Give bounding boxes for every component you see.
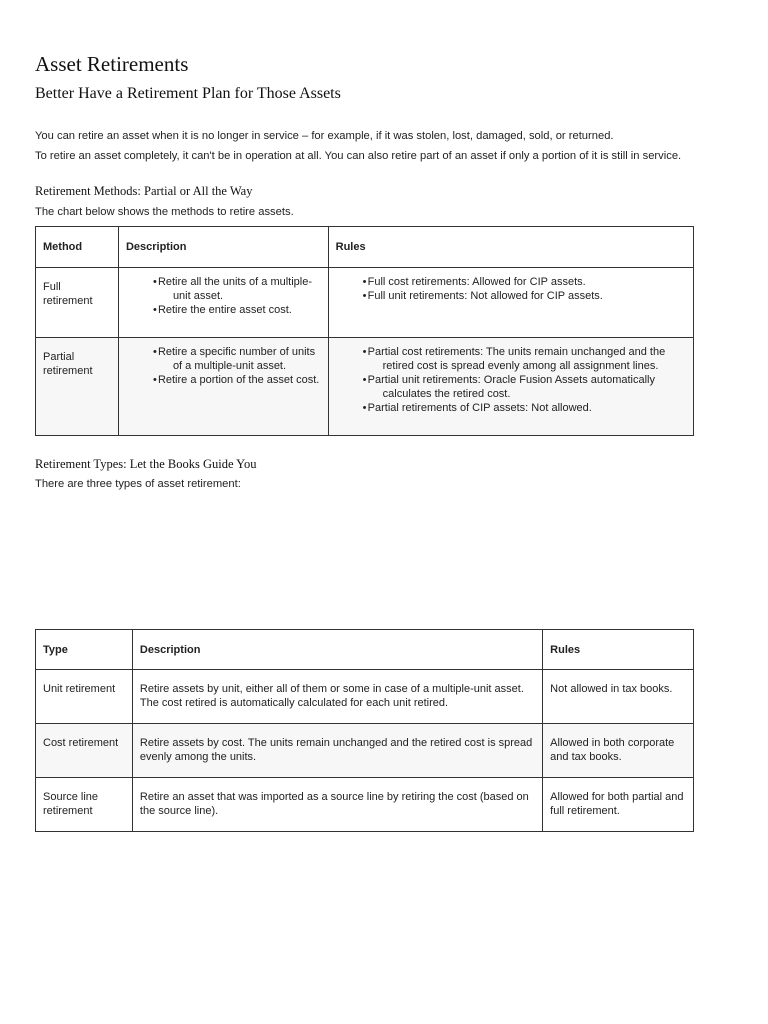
description-cell: Retire assets by cost. The units remain unchanged and the retired cost is spread evenly among the units. — [132, 724, 542, 778]
description-cell — [118, 338, 328, 436]
method-cell: Full retirement — [36, 268, 119, 338]
method-cell: Partial retirement — [36, 338, 119, 436]
methods-table — [35, 226, 694, 436]
rules-cell — [328, 268, 693, 338]
methods-heading: Retirement Methods: Partial or All the Way — [35, 184, 253, 198]
rules-cell: Not allowed in tax books. — [543, 670, 694, 724]
methods-lead: The chart below shows the methods to retire assets. — [35, 206, 294, 218]
list-item: • Partial unit retirements: Oracle Fusion Assets automatically calculates the retired cost. — [363, 373, 687, 401]
rules-cell: Allowed for both partial and full retirement. — [543, 778, 694, 832]
page-subtitle: Better Have a Retirement Plan for Those Assets — [35, 85, 341, 102]
types-table — [35, 629, 694, 832]
rules-cell — [328, 338, 693, 436]
list-item: • Full unit retirements: Not allowed for CIP assets. — [363, 289, 687, 303]
list-item: • Retire a specific number of units of a multiple-unit asset. — [153, 345, 322, 373]
table-row — [36, 778, 694, 832]
rules-cell: Allowed in both corporate and tax books. — [543, 724, 694, 778]
column-header-description: Description — [132, 630, 542, 670]
type-cell: Cost retirement — [36, 724, 133, 778]
column-header-method: Method — [36, 227, 119, 268]
table-row — [36, 268, 694, 338]
table-header-row — [36, 227, 694, 268]
description-cell: Retire assets by unit, either all of them or some in case of a multiple-unit asset. The cost retired is automatically calculated for each unit retired. — [132, 670, 542, 724]
list-item: • Partial cost retirements: The units remain unchanged and the retired cost is spread evenly among all assignment lines. — [363, 345, 687, 373]
description-cell: Retire an asset that was imported as a source line by retiring the cost (based on the source line). — [132, 778, 542, 832]
intro-paragraph-2: To retire an asset completely, it can't be in operation at all. You can also retire part of an asset if only a portion of it is still in service. — [35, 150, 682, 162]
intro-paragraph-1: You can retire an asset when it is no longer in service – for example, if it was stolen, lost, damaged, sold, or returned. — [35, 130, 614, 142]
column-header-rules: Rules — [328, 227, 693, 268]
page-title: Asset Retirements — [35, 52, 189, 76]
list-item: • Retire all the units of a multiple-unit asset. — [153, 275, 322, 303]
table-row — [36, 670, 694, 724]
table-row — [36, 724, 694, 778]
description-cell — [118, 268, 328, 338]
types-heading: Retirement Types: Let the Books Guide You — [35, 457, 257, 471]
table-header-row — [36, 630, 694, 670]
type-cell: Source line retirement — [36, 778, 133, 832]
list-item: • Partial retirements of CIP assets: Not allowed. — [363, 401, 687, 415]
list-item: • Retire the entire asset cost. — [153, 303, 322, 317]
types-lead: There are three types of asset retirement: — [35, 478, 241, 490]
list-item: • Full cost retirements: Allowed for CIP assets. — [363, 275, 687, 289]
list-item: • Retire a portion of the asset cost. — [153, 373, 322, 387]
column-header-rules: Rules — [543, 630, 694, 670]
column-header-description: Description — [118, 227, 328, 268]
type-cell: Unit retirement — [36, 670, 133, 724]
table-row — [36, 338, 694, 436]
column-header-type: Type — [36, 630, 133, 670]
